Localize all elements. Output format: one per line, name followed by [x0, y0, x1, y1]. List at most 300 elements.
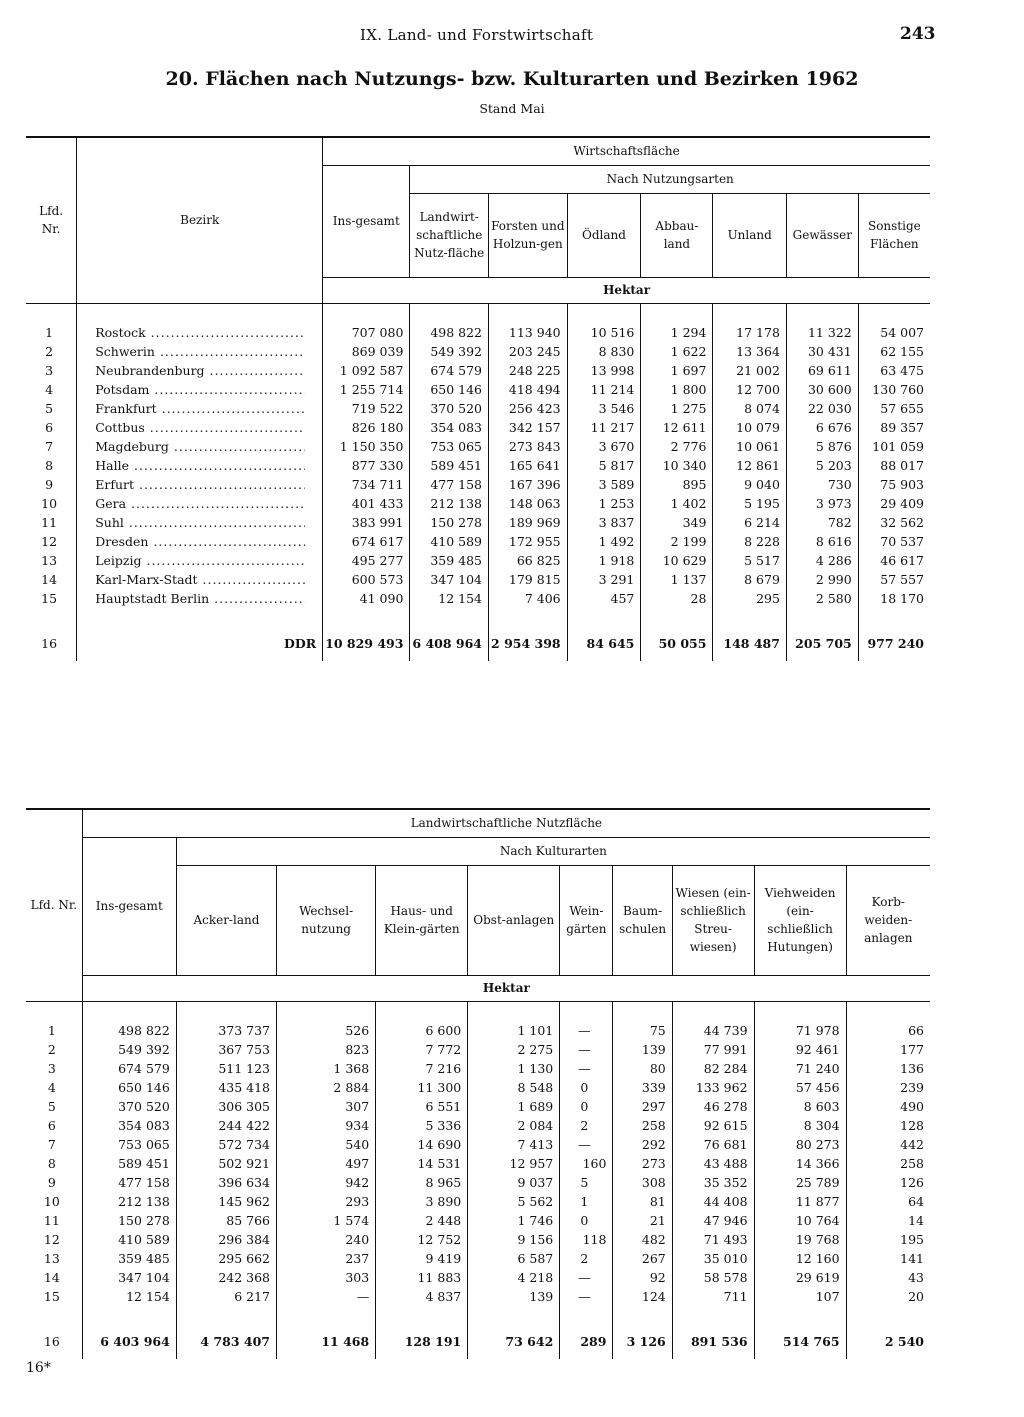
value-cell: 66 825 — [489, 551, 568, 570]
value-cell: 113 940 — [489, 323, 568, 342]
bezirk-cell — [77, 418, 323, 437]
value-cell: 76 681 — [672, 1135, 754, 1154]
value-cell: 203 245 — [489, 342, 568, 361]
value-cell: 89 357 — [880, 419, 924, 435]
row-number: 9 — [26, 475, 77, 494]
header-sonstige: Sonstige Flächen — [867, 219, 921, 251]
bezirk-cell — [77, 551, 323, 570]
value-cell: 435 418 — [176, 1078, 276, 1097]
value-cell: 128 191 — [376, 1325, 468, 1359]
bezirk-name: Suhl ..... — [95, 515, 305, 530]
value-cell: 370 520 — [410, 399, 489, 418]
value-cell: 0 — [560, 1078, 613, 1097]
value-cell: 3 890 — [376, 1192, 468, 1211]
value-cell: 7 216 — [376, 1059, 468, 1078]
value-cell: 589 451 — [82, 1154, 176, 1173]
bezirk-name: Potsdam ..... — [95, 382, 305, 397]
value-cell: 891 536 — [672, 1325, 754, 1359]
value-cell: 11 883 — [376, 1268, 468, 1287]
value-cell: 10 516 — [567, 323, 641, 342]
value-cell: 8 228 — [713, 532, 786, 551]
table-row — [26, 1192, 930, 1211]
value-cell: 3 670 — [567, 437, 641, 456]
value-cell: 21 — [613, 1211, 672, 1230]
header-wirtschaftsflaeche: Wirtschaftsfläche — [323, 137, 930, 165]
header-lnf: Landwirt-schaftliche Nutz-fläche — [410, 193, 489, 277]
table-area-by-use — [26, 136, 930, 661]
bezirk-cell — [77, 456, 323, 475]
value-cell: 130 760 — [872, 381, 924, 397]
value-cell: 1 697 — [641, 361, 713, 380]
bezirk-name: Erfurt ..... — [95, 477, 305, 492]
value-cell: 3 126 — [613, 1325, 672, 1359]
row-number: 10 — [26, 494, 77, 513]
value-cell: 5 876 — [786, 437, 858, 456]
value-cell: 13 364 — [713, 342, 786, 361]
value-cell: 57 655 — [880, 400, 924, 416]
value-cell: 92 — [613, 1268, 672, 1287]
bezirk-cell — [77, 380, 323, 399]
value-cell: 1 574 — [277, 1211, 376, 1230]
value-cell: 50 055 — [641, 627, 713, 661]
value-cell: 57 557 — [880, 571, 924, 587]
header-wiesen: Wiesen (ein-schließlich Streu-wiesen) — [672, 865, 754, 975]
value-cell: 2 084 — [468, 1116, 560, 1135]
value-cell: 711 — [672, 1287, 754, 1306]
value-cell: 5 203 — [786, 456, 858, 475]
value-cell: 148 487 — [713, 627, 786, 661]
value-cell: 11 468 — [277, 1325, 376, 1359]
table1-body — [26, 303, 930, 661]
table-row — [26, 589, 930, 608]
value-cell: 0 — [560, 1211, 613, 1230]
table-row — [26, 570, 930, 589]
table-title: 20. Flächen nach Nutzungs- bzw. Kulturarten und Bezirken 1962 — [165, 68, 859, 90]
row-number: 12 — [26, 532, 77, 551]
value-cell: 2 990 — [786, 570, 858, 589]
row-number: 6 — [26, 418, 77, 437]
value-cell: 490 — [900, 1098, 924, 1114]
value-cell: 2 448 — [376, 1211, 468, 1230]
bezirk-leader — [95, 591, 305, 606]
value-cell: 934 — [277, 1116, 376, 1135]
value-cell: 70 537 — [880, 533, 924, 549]
value-cell: 46 278 — [672, 1097, 754, 1116]
bezirk-cell — [77, 589, 323, 608]
value-cell: 239 — [900, 1079, 924, 1095]
spacer-row — [26, 303, 930, 323]
row-number: 2 — [26, 1040, 82, 1059]
row-number: 12 — [26, 1230, 82, 1249]
value-cell: 136 — [900, 1060, 924, 1076]
bezirk-leader — [95, 496, 305, 511]
header2-insgesamt: Ins-gesamt — [82, 837, 176, 975]
value-cell: 707 080 — [323, 323, 410, 342]
header-gewaesser: Gewässer — [786, 193, 858, 277]
value-cell: 22 030 — [786, 399, 858, 418]
running-title: IX. Land- und Forstwirtschaft — [360, 26, 594, 44]
row-number: 11 — [26, 1211, 82, 1230]
value-cell: 212 138 — [410, 494, 489, 513]
value-cell: 1 137 — [641, 570, 713, 589]
row-number: 2 — [26, 342, 77, 361]
value-cell: 43 — [908, 1269, 924, 1285]
table-row — [26, 1116, 930, 1135]
value-cell: 826 180 — [323, 418, 410, 437]
bezirk-name: Halle ..... — [95, 458, 305, 473]
value-cell: 17 178 — [713, 323, 786, 342]
value-cell: 396 634 — [176, 1173, 276, 1192]
value-cell: 4 837 — [376, 1287, 468, 1306]
value-cell: 167 396 — [489, 475, 568, 494]
value-cell: 753 065 — [82, 1135, 176, 1154]
value-cell: 75 903 — [880, 476, 924, 492]
value-cell: 7 406 — [489, 589, 568, 608]
value-cell: 8 830 — [567, 342, 641, 361]
value-cell: 2 884 — [277, 1078, 376, 1097]
value-cell: 80 — [613, 1059, 672, 1078]
value-cell: 75 — [613, 1021, 672, 1040]
value-cell: 2 954 398 — [489, 627, 568, 661]
bezirk-leader — [95, 534, 305, 549]
value-cell: 10 340 — [641, 456, 713, 475]
value-cell: 540 — [277, 1135, 376, 1154]
table-row — [26, 1021, 930, 1040]
table2-header — [26, 809, 930, 1001]
value-cell: 354 083 — [410, 418, 489, 437]
header-korbweiden: Korb-weiden-anlagen — [864, 895, 913, 945]
value-cell: 308 — [613, 1173, 672, 1192]
table-row — [26, 1249, 930, 1268]
value-cell: 179 815 — [489, 570, 568, 589]
value-cell: 2 — [560, 1116, 613, 1135]
value-cell: 734 711 — [323, 475, 410, 494]
value-cell: 8 679 — [713, 570, 786, 589]
value-cell: 58 578 — [672, 1268, 754, 1287]
value-cell: 30 431 — [786, 342, 858, 361]
value-cell: 6 587 — [468, 1249, 560, 1268]
value-cell: 295 — [713, 589, 786, 608]
value-cell: 4 218 — [468, 1268, 560, 1287]
value-cell: 1 294 — [641, 323, 713, 342]
value-cell: 7 413 — [468, 1135, 560, 1154]
value-cell: 3 546 — [567, 399, 641, 418]
bezirk-leader — [95, 572, 305, 587]
table-row — [26, 399, 930, 418]
bezirk-leader — [95, 477, 305, 492]
value-cell: 753 065 — [410, 437, 489, 456]
value-cell: 6 408 964 — [410, 627, 489, 661]
value-cell: 589 451 — [410, 456, 489, 475]
value-cell: 69 611 — [786, 361, 858, 380]
value-cell: 35 010 — [672, 1249, 754, 1268]
value-cell: 8 603 — [754, 1097, 846, 1116]
value-cell: 5 — [560, 1173, 613, 1192]
table-row — [26, 1230, 930, 1249]
bezirk-cell — [77, 437, 323, 456]
value-cell: 10 061 — [713, 437, 786, 456]
value-cell: 674 579 — [410, 361, 489, 380]
bezirk-name: Rostock ..... — [95, 325, 305, 340]
value-cell: 347 104 — [410, 570, 489, 589]
value-cell: 44 739 — [672, 1021, 754, 1040]
row-number: 3 — [26, 361, 77, 380]
value-cell: 150 278 — [82, 1211, 176, 1230]
value-cell: 29 409 — [880, 495, 924, 511]
value-cell: 354 083 — [82, 1116, 176, 1135]
value-cell: 549 392 — [410, 342, 489, 361]
bezirk-name: Schwerin ..... — [95, 344, 305, 359]
value-cell: 25 789 — [754, 1173, 846, 1192]
table-row — [26, 1287, 930, 1306]
value-cell: 92 615 — [672, 1116, 754, 1135]
value-cell: 81 — [613, 1192, 672, 1211]
value-cell: 80 273 — [754, 1135, 846, 1154]
value-cell: 8 965 — [376, 1173, 468, 1192]
value-cell: 29 619 — [754, 1268, 846, 1287]
value-cell: 650 146 — [82, 1078, 176, 1097]
value-cell: 2 199 — [641, 532, 713, 551]
value-cell: 11 214 — [567, 380, 641, 399]
row-number: 13 — [26, 1249, 82, 1268]
value-cell: 9 037 — [468, 1173, 560, 1192]
value-cell: 13 998 — [567, 361, 641, 380]
value-cell: 1 746 — [468, 1211, 560, 1230]
value-cell: 189 969 — [489, 513, 568, 532]
value-cell: 6 551 — [376, 1097, 468, 1116]
value-cell: 418 494 — [489, 380, 568, 399]
value-cell: 160 — [560, 1154, 613, 1173]
value-cell: 14 — [908, 1212, 924, 1228]
value-cell: 124 — [613, 1287, 672, 1306]
value-cell: 145 962 — [176, 1192, 276, 1211]
value-cell: 19 768 — [754, 1230, 846, 1249]
value-cell: — — [560, 1040, 613, 1059]
value-cell: 28 — [641, 589, 713, 608]
row-number: 8 — [26, 1154, 82, 1173]
bezirk-cell — [77, 532, 323, 551]
value-cell: 303 — [277, 1268, 376, 1287]
value-cell: 273 — [613, 1154, 672, 1173]
value-cell: 11 300 — [376, 1078, 468, 1097]
value-cell: 7 772 — [376, 1040, 468, 1059]
table-row — [26, 532, 930, 551]
value-cell: 342 157 — [489, 418, 568, 437]
header-nach-kulturarten: Nach Kulturarten — [176, 837, 930, 865]
value-cell: 118 — [560, 1230, 613, 1249]
value-cell: 498 822 — [410, 323, 489, 342]
value-cell: 14 690 — [376, 1135, 468, 1154]
value-cell: 2 275 — [468, 1040, 560, 1059]
value-cell: 150 278 — [410, 513, 489, 532]
bezirk-leader — [95, 420, 305, 435]
value-cell: 12 154 — [410, 589, 489, 608]
value-cell: 339 — [613, 1078, 672, 1097]
header-lnf-group: Landwirtschaftliche Nutzfläche — [82, 809, 930, 837]
bezirk-leader — [95, 458, 305, 473]
row-number: 14 — [26, 570, 77, 589]
row-number: 4 — [26, 380, 77, 399]
table-row — [26, 1268, 930, 1287]
value-cell: 84 645 — [567, 627, 641, 661]
value-cell: 12 154 — [82, 1287, 176, 1306]
bezirk-cell — [77, 475, 323, 494]
value-cell: 674 617 — [323, 532, 410, 551]
value-cell: 482 — [613, 1230, 672, 1249]
header-obstanlagen: Obst-anlagen — [468, 865, 560, 975]
value-cell: 2 776 — [641, 437, 713, 456]
value-cell: 62 155 — [880, 343, 924, 359]
value-cell: 347 104 — [82, 1268, 176, 1287]
value-cell: 6 217 — [176, 1287, 276, 1306]
value-cell: 293 — [277, 1192, 376, 1211]
value-cell: 12 861 — [713, 456, 786, 475]
row-number: 4 — [26, 1078, 82, 1097]
value-cell: 1 — [560, 1192, 613, 1211]
value-cell: 370 520 — [82, 1097, 176, 1116]
value-cell: 498 822 — [82, 1021, 176, 1040]
value-cell: 35 352 — [672, 1173, 754, 1192]
table-row — [26, 551, 930, 570]
value-cell: 674 579 — [82, 1059, 176, 1078]
value-cell: 1 800 — [641, 380, 713, 399]
bezirk-leader — [95, 344, 305, 359]
value-cell: — — [560, 1059, 613, 1078]
table-total-row — [26, 627, 930, 661]
row-number: 7 — [26, 1135, 82, 1154]
value-cell: 77 991 — [672, 1040, 754, 1059]
table-row — [26, 1078, 930, 1097]
value-cell: 88 017 — [880, 457, 924, 473]
value-cell: 256 423 — [489, 399, 568, 418]
table2-body — [26, 1001, 930, 1359]
value-cell: 869 039 — [323, 342, 410, 361]
bezirk-leader — [95, 382, 305, 397]
value-cell: 237 — [277, 1249, 376, 1268]
value-cell: 240 — [277, 1230, 376, 1249]
header-wechselnutzung: Wechsel-nutzung — [277, 865, 376, 975]
table-row — [26, 1097, 930, 1116]
row-number: 11 — [26, 513, 77, 532]
value-cell: 511 123 — [176, 1059, 276, 1078]
value-cell: 6 676 — [786, 418, 858, 437]
value-cell: 9 040 — [713, 475, 786, 494]
value-cell: 244 422 — [176, 1116, 276, 1135]
bezirk-leader — [95, 401, 305, 416]
value-cell: 267 — [613, 1249, 672, 1268]
table-row — [26, 1059, 930, 1078]
value-cell: 526 — [277, 1021, 376, 1040]
value-cell: — — [560, 1268, 613, 1287]
bezirk-cell — [77, 513, 323, 532]
value-cell: 5 336 — [376, 1116, 468, 1135]
value-cell: 5 562 — [468, 1192, 560, 1211]
table-row — [26, 1135, 930, 1154]
value-cell: 495 277 — [323, 551, 410, 570]
value-cell: 20 — [908, 1288, 924, 1304]
bezirk-cell — [77, 342, 323, 361]
header-ackerland: Acker-land — [176, 865, 276, 975]
value-cell: 126 — [900, 1174, 924, 1190]
value-cell: 9 419 — [376, 1249, 468, 1268]
value-cell: 4 286 — [786, 551, 858, 570]
value-cell: 273 843 — [489, 437, 568, 456]
value-cell: 1 255 714 — [323, 380, 410, 399]
spacer-row — [26, 1001, 930, 1021]
value-cell: 1 150 350 — [323, 437, 410, 456]
row-number: 16 — [26, 1325, 82, 1359]
value-cell: 289 — [560, 1325, 613, 1359]
table-agricultural-area-by-culture — [26, 808, 930, 1359]
value-cell: 64 — [908, 1193, 924, 1209]
value-cell: 133 962 — [672, 1078, 754, 1097]
row-number: 1 — [26, 1021, 82, 1040]
value-cell: 877 330 — [323, 456, 410, 475]
value-cell: 63 475 — [880, 362, 924, 378]
header-weingaerten: Wein-gärten — [560, 865, 613, 975]
value-cell: 477 158 — [82, 1173, 176, 1192]
value-cell: 1 092 587 — [323, 361, 410, 380]
value-cell: 295 662 — [176, 1249, 276, 1268]
value-cell: — — [560, 1135, 613, 1154]
header-lfd-nr: Lfd. Nr. — [26, 137, 77, 303]
value-cell: 0 — [560, 1097, 613, 1116]
table1-header — [26, 137, 930, 303]
header-insgesamt: Ins-gesamt — [323, 165, 410, 277]
table-total-row — [26, 1325, 930, 1359]
value-cell: 11 322 — [786, 323, 858, 342]
value-cell: 3 589 — [567, 475, 641, 494]
value-cell: 410 589 — [410, 532, 489, 551]
row-number: 5 — [26, 399, 77, 418]
value-cell: 572 734 — [176, 1135, 276, 1154]
value-cell: 14 531 — [376, 1154, 468, 1173]
row-number: 1 — [26, 323, 77, 342]
value-cell: 177 — [900, 1041, 924, 1057]
value-cell: 8 074 — [713, 399, 786, 418]
value-cell: 600 573 — [323, 570, 410, 589]
bezirk-leader — [95, 439, 305, 454]
table-row — [26, 494, 930, 513]
value-cell: 442 — [900, 1136, 924, 1152]
value-cell: 6 403 964 — [82, 1325, 176, 1359]
value-cell: 782 — [786, 513, 858, 532]
value-cell: 5 517 — [713, 551, 786, 570]
header-unit-hektar: Hektar — [323, 277, 930, 303]
value-cell: 367 753 — [176, 1040, 276, 1059]
value-cell: 942 — [277, 1173, 376, 1192]
bezirk-name: Karl-Marx-Stadt ..... — [95, 572, 305, 587]
sheet-signature: 16* — [26, 1360, 51, 1376]
value-cell: 2 580 — [786, 589, 858, 608]
bezirk-name: Frankfurt ..... — [95, 401, 305, 416]
value-cell: 139 — [613, 1040, 672, 1059]
value-cell: 11 217 — [567, 418, 641, 437]
value-cell: 172 955 — [489, 532, 568, 551]
value-cell: 410 589 — [82, 1230, 176, 1249]
value-cell: 2 540 — [884, 1334, 924, 1349]
bezirk-cell — [77, 399, 323, 418]
value-cell: 66 — [908, 1022, 924, 1038]
row-number: 7 — [26, 437, 77, 456]
value-cell: 85 766 — [176, 1211, 276, 1230]
table-row — [26, 475, 930, 494]
value-cell: 349 — [641, 513, 713, 532]
value-cell: 5 817 — [567, 456, 641, 475]
header-baumschulen: Baum-schulen — [613, 865, 672, 975]
header2-unit-hektar: Hektar — [82, 975, 930, 1001]
value-cell: 71 978 — [754, 1021, 846, 1040]
